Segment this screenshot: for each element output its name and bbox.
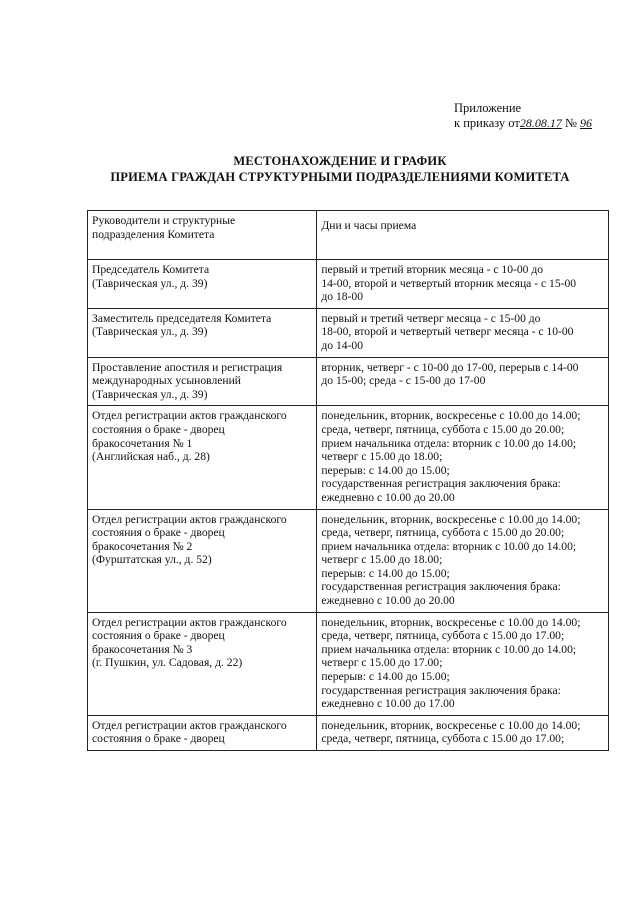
schedule-line: понедельник, вторник, воскресенье с 10.00 до 14.00; [321,718,581,732]
schedule-line: понедельник, вторник, воскресенье с 10.00 до 14.00; [321,512,581,526]
header-units [88,211,317,260]
schedule-line: четверг с 15.00 до 17.00; [321,656,443,670]
header-units-line: подразделения Комитета [92,227,215,241]
unit-line: Отдел регистрации актов гражданского [92,512,287,526]
unit-line: (Фурштатская ул., д. 52) [92,553,212,567]
unit-line: бракосочетания № 2 [92,539,193,553]
title-line-1: МЕСТОНАХОЖДЕНИЕ И ГРАФИК [233,154,447,168]
unit-line: Отдел регистрации актов гражданского [92,409,287,423]
unit-line: состояния о браке - дворец [92,629,225,643]
header-schedule-text: Дни и часы приема [321,219,417,232]
table-row [88,308,609,357]
unit-line: Председатель Комитета [92,263,210,276]
unit-line: Заместитель председателя Комитета [92,311,272,325]
schedule-line: понедельник, вторник, воскресенье с 10.00 до 14.00; [321,615,581,629]
schedule-line: государственная регистрация заключения брака: [321,683,561,697]
table-row [88,612,609,715]
schedule-cell [317,509,609,612]
unit-line: бракосочетания № 3 [92,642,193,656]
schedule-line: понедельник, вторник, воскресенье с 10.00 до 14.00; [321,409,581,423]
reception-schedule-table [87,210,609,751]
unit-cell [88,357,317,406]
unit-line: состояния о браке - дворец [92,422,225,436]
schedule-line: первый и третий вторник месяца - с 10-00 до [321,263,544,276]
schedule-line: государственная регистрация заключения брака: [321,580,561,594]
schedule-line: среда, четверг, пятница, суббота с 15.00 до 20.00; [321,422,565,436]
order-reference [454,116,592,131]
appendix-note [454,101,592,131]
schedule-line: вторник, четверг - с 10-00 до 17-00, перерыв с 14-00 [321,360,579,374]
schedule-line: до 18-00 [321,290,363,304]
schedule-line: до 15-00; среда - с 15-00 до 17-00 [321,374,486,388]
table-row [88,260,609,309]
table-row [88,406,609,509]
unit-cell [88,715,317,750]
schedule-line: среда, четверг, пятница, суббота с 15.00 до 17.00; [321,629,565,643]
unit-cell [88,406,317,509]
header-schedule [317,211,609,260]
schedule-line: четверг с 15.00 до 18.00; [321,450,443,464]
schedule-cell [317,406,609,509]
schedule-line: перерыв: с 14.00 до 15.00; [321,670,450,684]
schedule-line: ежедневно с 10.00 до 17.00 [321,697,455,711]
unit-cell [88,509,317,612]
document-title [60,153,620,185]
unit-cell [88,308,317,357]
schedule-cell [317,308,609,357]
schedule-line: первый и третий четверг месяца - с 15-00 до [321,311,541,325]
order-number-label: № [564,116,577,130]
order-date: 28.08.17 [519,116,562,130]
schedule-line: до 14-00 [321,338,363,352]
schedule-line: прием начальника отдела: вторник с 10.00 до 14.00; [321,436,577,450]
schedule-line: государственная регистрация заключения брака: [321,477,561,491]
schedule-line: среда, четверг, пятница, суббота с 15.00 до 17.00; [321,732,565,746]
unit-line: состояния о браке - дворец [92,732,225,746]
unit-line: международных усыновлений [92,374,241,388]
appendix-label: Приложение [454,101,522,115]
order-number: 96 [580,116,593,130]
unit-line: (Английская наб., д. 28) [92,450,210,464]
order-prefix: к приказу от [454,116,520,130]
unit-line: Проставление апостиля и регистрация [92,360,283,374]
schedule-line: перерыв: с 14.00 до 15.00; [321,566,450,580]
schedule-line: ежедневно с 10.00 до 20.00 [321,490,455,504]
table-row [88,357,609,406]
unit-cell [88,612,317,715]
unit-line: (г. Пушкин, ул. Садовая, д. 22) [92,656,243,670]
schedule-line: прием начальника отдела: вторник с 10.00 до 14.00; [321,642,577,656]
schedule-cell [317,260,609,309]
schedule-line: 14-00, второй и четвертый вторник месяца - с 15-00 [321,276,577,290]
unit-line: (Таврическая ул., д. 39) [92,276,208,290]
unit-line: бракосочетания № 1 [92,436,193,450]
schedule-line: среда, четверг, пятница, суббота с 15.00 до 20.00; [321,526,565,540]
title-line-2: ПРИЕМА ГРАЖДАН СТРУКТУРНЫМИ ПОДРАЗДЕЛЕНИЯМИ КОМИТЕТА [110,170,570,184]
table-row [88,509,609,612]
unit-cell [88,260,317,309]
unit-line: Отдел регистрации актов гражданского [92,615,287,629]
schedule-line: ежедневно с 10.00 до 20.00 [321,594,455,608]
schedule-line: прием начальника отдела: вторник с 10.00 до 14.00; [321,539,577,553]
unit-line: состояния о браке - дворец [92,526,225,540]
schedule-line: 18-00, второй и четвертый четверг месяца - с 10-00 [321,325,574,339]
header-units-line: Руководители и структурные [92,214,236,227]
schedule-cell [317,357,609,406]
schedule-line: перерыв: с 14.00 до 15.00; [321,463,450,477]
schedule-line: четверг с 15.00 до 18.00; [321,553,443,567]
unit-line: (Таврическая ул., д. 39) [92,387,208,401]
table-row [88,715,609,750]
unit-line: Отдел регистрации актов гражданского [92,718,287,732]
unit-line: (Таврическая ул., д. 39) [92,325,208,339]
table-header-row [88,211,609,260]
schedule-cell [317,715,609,750]
schedule-cell [317,612,609,715]
